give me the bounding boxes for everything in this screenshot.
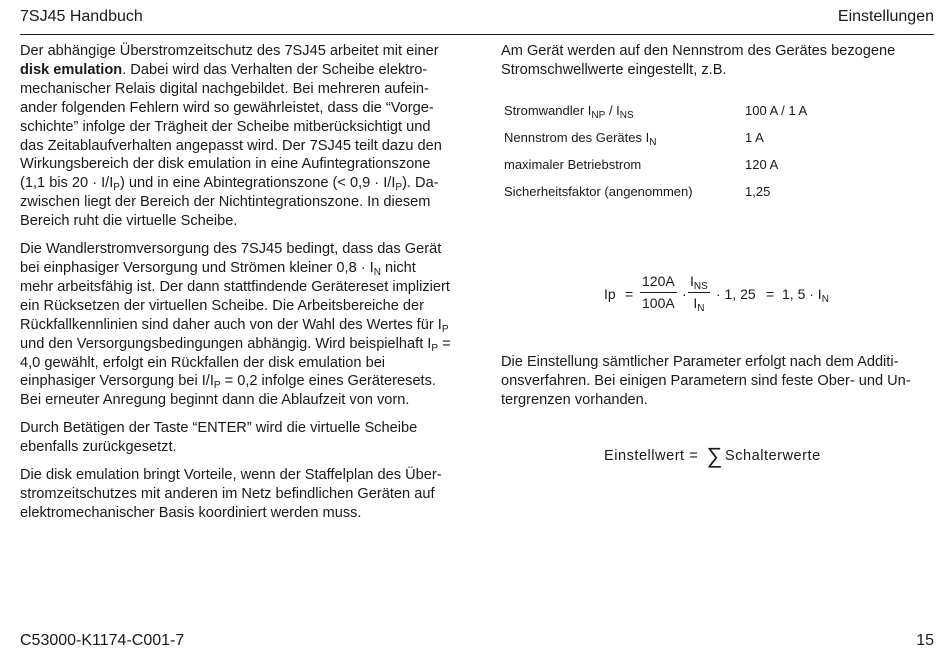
document-number: C53000-K1174-C001-7 — [20, 632, 185, 649]
formula-result: 1, $5 \cdot I_N$ — [782, 286, 829, 305]
row-value: 1 A — [745, 130, 764, 145]
row-key: Nennstrom des Gerätes $I_N$ — [504, 130, 657, 148]
fraction-ct-ratio: $I_{NS}$ $I_N$ — [690, 273, 708, 314]
row-key: Stromwandler $I_{NP} / I_{NS}$ — [504, 103, 634, 121]
sum-icon: ∑ — [706, 443, 723, 468]
left-column — [20, 42, 452, 532]
formula-equals-2: = — [766, 286, 775, 302]
right-column-intro — [501, 42, 933, 80]
formula-setting-value: Einstellwert = ∑ Schalterwerte — [604, 443, 821, 468]
paragraph-disk-emulation: Der abhängige Überstromzeitschutz des 7SJ45 arbeitet mit einer disk emulation. Dabei wird das Verhalten der Scheibe elektromechanischer Relais digital nachgebildet. Bei mehreren aufeinander folgenden Fehlern wird so gewährleistet, dass die “Vorgeschichte” infolge der Trägheit der Scheibe mitberücksichtigt und das Zeitablaufverhalten angepasst wird. Der 7SJ45 teilt dazu den Wirkungsbereich der disk emulation in eine Aufintegrationszone (1,1 bis $20 \cdot I/I_P$) und in eine Abintegrationszone (< $0,9 \cdot I/I_P$). Dazwischen liegt der Bereich der Nichtintegrationszone. In diesem Bereich ruht die virtuelle Scheibe. — [20, 43, 442, 230]
paragraph-enter-key: Durch Betätigen der Taste “ENTER” wird die virtuelle Scheibe ebenfalls zurückgesetzt. — [20, 420, 418, 456]
paragraph-advantages: Die disk emulation bringt Vorteile, wenn der Staffelplan des Überstromzeitschutzes mit anderen im Netz befindlichen Geräten auf elektromechanischer Basis koordiniert werden muss. — [20, 467, 442, 521]
paragraph-supply: Die Wandlerstromversorgung des 7SJ45 bedingt, dass das Gerät bei einphasiger Versorgung und Strömen kleiner $0,8 \cdot I_N$ nicht mehr arbeitsfähig ist. Der dann stattfindende Gerätereset impliziert ein Rücksetzen der virtuellen Scheibe. Die Arbeitsbereiche der Rückfallkennlinien sind daher auch von der Wahl des Wertes für $I_P$ und den Versorgungsbedingungen abhängig. Wird beispielhaft $I_P = 4,0$ gewählt, erfolgt ein Rückfallen der disk emulation bei einphasiger Versorgung bei $I/I_P = 0,2$ infolge eines Geräteresets. Bei erneuter Anregung beginnt dann die Ablaufzeit von vorn. — [20, 241, 451, 409]
formula-factor: · 1, 25 — [716, 286, 756, 302]
page-number: 15 — [916, 632, 934, 649]
row-value: 120 A — [745, 157, 779, 172]
row-key: maximaler Betriebstrom — [504, 157, 642, 172]
row-key: Sicherheitsfaktor (angenommen) — [504, 184, 693, 199]
row-value: 100 A / 1 A — [745, 103, 808, 118]
header-title: 7SJ45 Handbuch — [20, 8, 143, 25]
formula-lhs: Ip — [604, 286, 616, 302]
bold-term: disk emulation — [20, 61, 123, 78]
page-header — [20, 6, 934, 35]
header-section: Einstellungen — [837, 8, 934, 25]
fraction-currents: $\frac{120A}{100A}$ — [642, 273, 675, 311]
formula-equals: = — [625, 286, 634, 302]
formula-dot: · — [682, 286, 687, 302]
paragraph-intro: Am Gerät werden auf den Nennstrom des Gerätes bezogene Stromschwellwerte eingestellt, z.B. — [501, 43, 896, 78]
paragraph-addition-method: Die Einstellung sämtlicher Parameter erfolgt nach dem Additionsverfahren. Bei einigen Parametern sind feste Ober- und Untergrenzen vorhanden. — [501, 354, 911, 408]
row-value: 1,25 — [745, 184, 771, 199]
